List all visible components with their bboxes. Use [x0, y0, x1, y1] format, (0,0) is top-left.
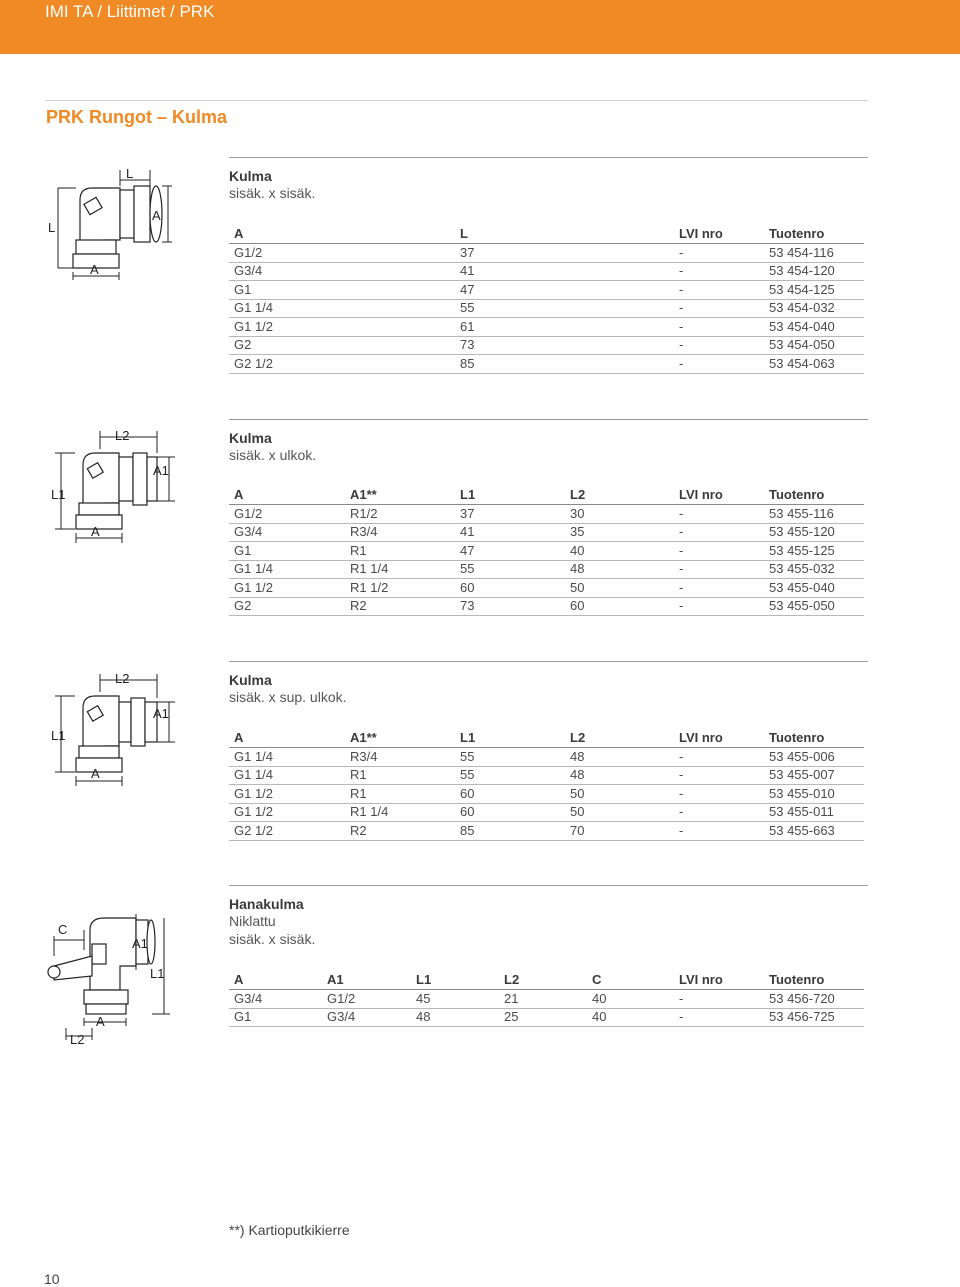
breadcrumb: IMI TA / Liittimet / PRK [45, 2, 215, 21]
table-cell: - [679, 822, 684, 838]
table-cell: - [679, 1009, 684, 1024]
column-header: A [234, 730, 244, 745]
diagram-label: L [48, 220, 56, 235]
section-subtitle: sisäk. x sisäk. [229, 185, 316, 201]
table-cell: G1 1/4 [234, 767, 274, 782]
table-cell: G1 [234, 281, 252, 297]
column-header: A1 [327, 972, 344, 987]
section-divider [229, 419, 868, 420]
table-row [229, 244, 864, 263]
table-cell: R1 1/2 [350, 579, 389, 595]
section-subtitle: sisäk. x sup. ulkok. [229, 689, 347, 705]
table-cell: - [679, 524, 684, 539]
table-cell: 40 [592, 1009, 607, 1024]
diagram-label: A [96, 1014, 105, 1029]
table-cell: G1 1/4 [234, 300, 274, 315]
table-cell: 48 [570, 767, 585, 782]
table-cell: G1/2 [327, 990, 356, 1006]
table-row [229, 803, 864, 822]
table-cell: 53 456-720 [769, 990, 835, 1006]
table-cell: G1 [234, 542, 252, 558]
table-cell: G1 1/2 [234, 579, 274, 595]
table-cell: 60 [570, 598, 585, 613]
column-header: LVI nro [679, 972, 723, 987]
table-cell: 40 [592, 990, 607, 1006]
table-cell: 47 [460, 542, 475, 558]
table-cell: R3/4 [350, 524, 378, 539]
table-cell: 53 455-011 [769, 804, 834, 819]
column-header: LVI nro [679, 226, 723, 241]
diagram-label: A [152, 208, 161, 223]
table-cell: R1 [350, 542, 367, 558]
table-cell: - [679, 561, 684, 576]
table-cell: - [679, 281, 684, 297]
table-cell: - [679, 337, 684, 352]
table-cell: G3/4 [234, 263, 263, 278]
table-row [229, 748, 864, 767]
column-header: L2 [504, 972, 520, 987]
table-cell: 53 454-063 [769, 355, 835, 371]
table-row [229, 822, 864, 841]
table-cell: - [679, 542, 684, 558]
table-cell: 60 [460, 785, 475, 801]
table-header-row [229, 486, 864, 505]
table-cell: 48 [570, 748, 585, 764]
table-cell: G3/4 [234, 524, 263, 539]
table-cell: - [679, 990, 684, 1006]
table-cell: G1 1/2 [234, 804, 274, 819]
table-row [229, 262, 864, 281]
table-cell: R2 [350, 822, 367, 838]
table-cell: 48 [570, 561, 585, 576]
table-cell: 35 [570, 524, 585, 539]
table-cell: 73 [460, 598, 475, 613]
section-title: Hanakulma [229, 896, 304, 912]
table-cell: G1 [234, 1009, 252, 1024]
table-cell: 53 454-050 [769, 337, 835, 352]
column-header: L2 [570, 730, 586, 745]
table-row [229, 542, 864, 561]
diagram-label: A [91, 524, 100, 539]
table-cell: - [679, 505, 684, 521]
section-title: Kulma [229, 168, 272, 184]
diagram-label: L [126, 166, 134, 181]
table-cell: G1 1/4 [234, 748, 274, 764]
table-cell: 53 455-006 [769, 748, 835, 764]
table-cell: - [679, 748, 684, 764]
column-header: A1** [350, 730, 377, 745]
table-cell: 40 [570, 542, 585, 558]
section-title: Kulma [229, 430, 272, 446]
table-cell: R2 [350, 598, 367, 613]
table-cell: 53 455-040 [769, 579, 835, 595]
table-cell: 73 [460, 337, 475, 352]
column-header: Tuotenro [769, 487, 825, 502]
table-cell: G3/4 [327, 1009, 356, 1024]
table-row [229, 990, 864, 1009]
table-cell: G2 [234, 598, 252, 613]
section-title: Kulma [229, 672, 272, 688]
table-cell: 37 [460, 505, 475, 521]
table-cell: G1/2 [234, 505, 263, 521]
table-cell: 55 [460, 561, 475, 576]
table-cell: 53 454-032 [769, 300, 835, 315]
table-cell: 48 [416, 1009, 431, 1024]
page-title: PRK Rungot – Kulma [46, 107, 228, 127]
table-header-row [229, 971, 864, 990]
diagram-label: A1 [153, 706, 169, 721]
column-header: A [234, 972, 244, 987]
table-cell: 25 [504, 1009, 519, 1024]
table-row [229, 505, 864, 524]
table-cell: G1 1/2 [234, 785, 274, 801]
column-header: Tuotenro [769, 226, 825, 241]
table-cell: 53 455-007 [769, 767, 835, 782]
table-cell: R3/4 [350, 748, 378, 764]
section-divider [229, 157, 868, 158]
diagram-label: L2 [115, 428, 130, 443]
section-divider [229, 661, 868, 662]
diagram-label: A [90, 262, 99, 277]
column-header: LVI nro [679, 487, 723, 502]
table-cell: 85 [460, 822, 475, 838]
table-cell: - [679, 579, 684, 595]
tap-elbow-diagram [40, 900, 180, 1048]
diagram-label: C [58, 922, 68, 937]
table-cell: 53 456-725 [769, 1009, 835, 1024]
table-cell: 21 [504, 990, 519, 1006]
table-row [229, 579, 864, 598]
section-subtitle: sisäk. x ulkok. [229, 447, 317, 463]
table-cell: 37 [460, 244, 475, 260]
table-cell: 53 454-125 [769, 281, 835, 297]
table-cell: 61 [460, 318, 475, 334]
table-cell: 53 455-010 [769, 785, 835, 801]
table-cell: 53 454-040 [769, 318, 835, 334]
column-header: L [460, 226, 468, 241]
column-header: L2 [570, 487, 586, 502]
section-subtitle: sisäk. x sisäk. [229, 931, 316, 947]
table-cell: 30 [570, 505, 585, 521]
table-cell: 60 [460, 579, 475, 595]
column-header: Tuotenro [769, 730, 825, 745]
table-cell: 41 [460, 524, 475, 539]
elbow-female-female-diagram [40, 160, 180, 285]
diagram-label: L2 [70, 1032, 85, 1047]
table-cell: 45 [416, 990, 431, 1006]
diagram-label: A1 [132, 936, 148, 951]
elbow-female-reduced-male-diagram [45, 668, 185, 790]
table-cell: 53 455-125 [769, 542, 835, 558]
table-cell: G1/2 [234, 244, 263, 260]
table-cell: 53 455-032 [769, 561, 835, 576]
table-cell: - [679, 804, 684, 819]
table-cell: G2 1/2 [234, 355, 274, 371]
diagram-label: L1 [51, 487, 66, 502]
table-cell: 47 [460, 281, 475, 297]
table-cell: G3/4 [234, 990, 263, 1006]
table-cell: 53 454-120 [769, 263, 835, 278]
footnote: **) Kartioputkikierre [229, 1222, 350, 1238]
table-cell: - [679, 300, 684, 315]
page-number: 10 [44, 1271, 60, 1287]
table-row [229, 318, 864, 337]
table-cell: 85 [460, 355, 475, 371]
table-cell: - [679, 244, 684, 260]
table-cell: 41 [460, 263, 475, 278]
table-cell: R1 1/4 [350, 804, 389, 819]
table-cell: 53 455-663 [769, 822, 835, 838]
table-row [229, 281, 864, 300]
table-row [229, 785, 864, 804]
diagram-label: L2 [115, 671, 130, 686]
section-divider [229, 885, 868, 886]
table-cell: 53 455-116 [769, 505, 834, 521]
table-cell: 53 455-120 [769, 524, 835, 539]
table-cell: 50 [570, 579, 585, 595]
table-cell: 60 [460, 804, 475, 819]
diagram-label: A1 [153, 463, 169, 478]
table-cell: - [679, 598, 684, 613]
header-bar [0, 0, 960, 54]
table-row [229, 523, 864, 542]
table-cell: 50 [570, 785, 585, 801]
table-row [229, 1008, 864, 1027]
column-header: C [592, 972, 602, 987]
column-header: L1 [460, 730, 476, 745]
title-divider [46, 100, 868, 101]
table-row [229, 299, 864, 318]
section-subtitle: Niklattu [229, 913, 276, 929]
table-cell: - [679, 355, 684, 371]
diagram-label: A [91, 766, 100, 781]
table-row [229, 597, 864, 616]
table-header-row [229, 729, 864, 748]
table-cell: 55 [460, 748, 475, 764]
table-cell: 55 [460, 767, 475, 782]
diagram-label: L1 [150, 966, 165, 981]
table-cell: - [679, 263, 684, 278]
table-cell: 50 [570, 804, 585, 819]
elbow-female-male-diagram [45, 425, 185, 550]
table-cell: - [679, 785, 684, 801]
table-cell: R1/2 [350, 505, 378, 521]
column-header: A1** [350, 487, 377, 502]
diagram-label: L1 [51, 728, 66, 743]
table-cell: - [679, 318, 684, 334]
table-cell: 53 454-116 [769, 244, 834, 260]
table-cell: R1 1/4 [350, 561, 389, 576]
table-cell: 55 [460, 300, 475, 315]
table-cell: G2 1/2 [234, 822, 274, 838]
table-header-row [229, 225, 864, 244]
table-cell: G2 [234, 337, 252, 352]
table-cell: G1 1/4 [234, 561, 274, 576]
column-header: A [234, 487, 244, 502]
table-cell: - [679, 767, 684, 782]
column-header: L1 [460, 487, 476, 502]
table-cell: G1 1/2 [234, 318, 274, 334]
table-row [229, 336, 864, 355]
column-header: Tuotenro [769, 972, 825, 987]
table-cell: 53 455-050 [769, 598, 835, 613]
column-header: A [234, 226, 244, 241]
table-cell: 70 [570, 822, 585, 838]
table-row [229, 766, 864, 785]
table-row [229, 560, 864, 579]
table-cell: R1 [350, 785, 367, 801]
column-header: LVI nro [679, 730, 723, 745]
column-header: L1 [416, 972, 432, 987]
table-cell: R1 [350, 767, 367, 782]
table-row [229, 355, 864, 374]
